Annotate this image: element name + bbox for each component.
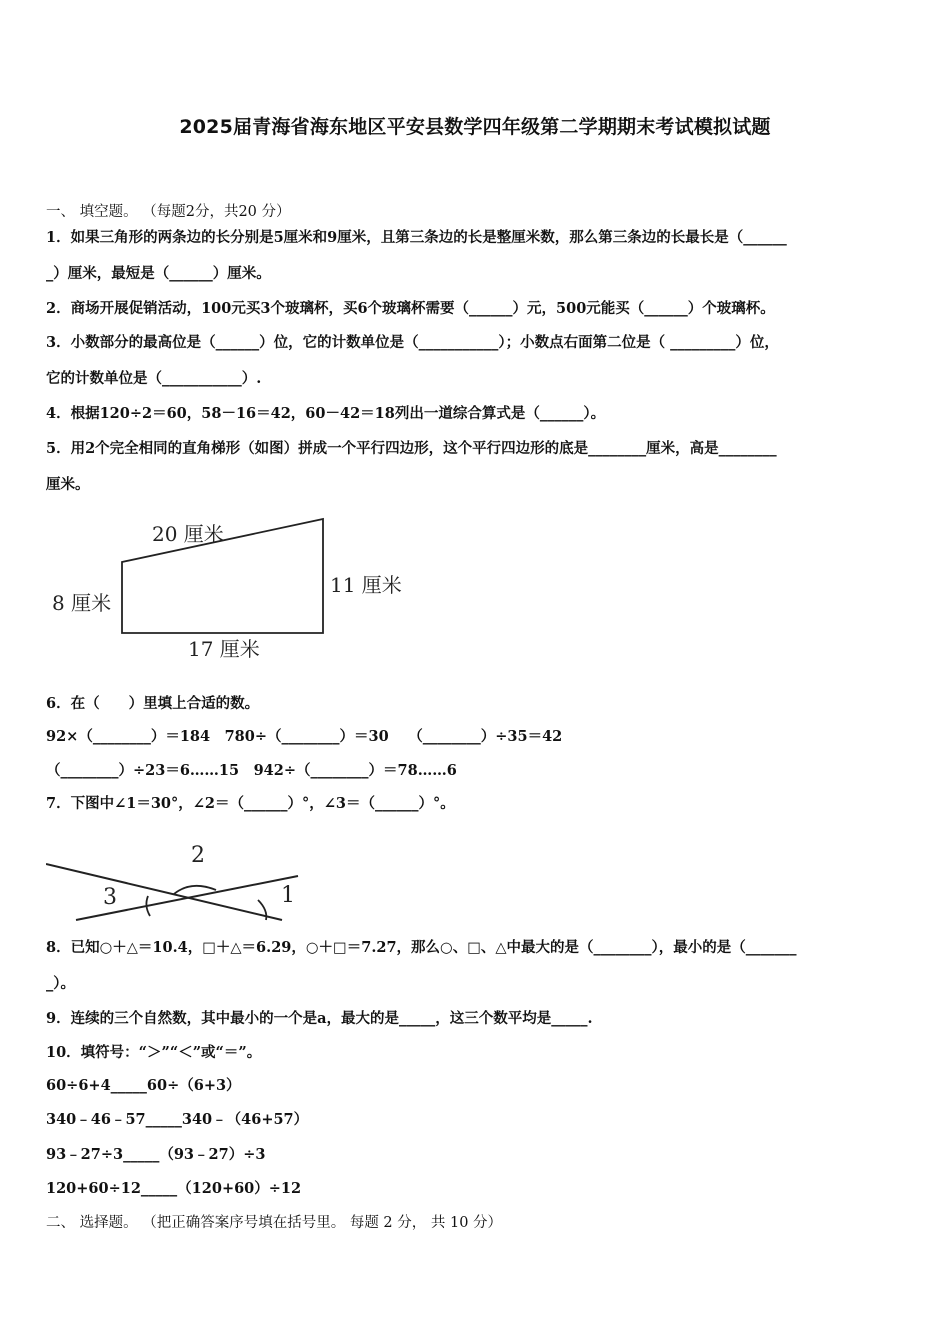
question-7-line-1: 7．下图中∠1＝30°，∠2＝（______）°，∠3＝（______）°。 xyxy=(46,795,455,812)
angle-2-label: 2 xyxy=(191,843,205,868)
question-1-line-2: _）厘米，最短是（______）厘米。 xyxy=(46,265,271,282)
question-10-row: 60÷6+4_____60÷（6+3） xyxy=(46,1077,241,1094)
question-10-row: 93﹣27÷3_____（93﹣27）÷3 xyxy=(46,1146,266,1163)
question-8-line-2: _）。 xyxy=(46,975,75,992)
angle-line-a xyxy=(46,864,282,920)
page-title: 2025届青海省海东地区平安县数学四年级第二学期期末考试模拟试题 xyxy=(179,116,771,138)
question-8-line-1: 8．已知○＋△＝10.4，□＋△＝6.29，○＋□＝7.27，那么○、□、△中最大的是（________），最小的是（_______ xyxy=(46,939,797,956)
question-2-line-1: 2．商场开展促销活动，100元买3个玻璃杯，买6个玻璃杯需要（______）元，500元能买（______）个玻璃杯。 xyxy=(46,300,775,317)
question-3-line-2: 它的计数单位是（___________）. xyxy=(46,370,262,387)
angle-3-label: 3 xyxy=(103,885,117,910)
trapezoid-right-label: 11 厘米 xyxy=(330,573,402,597)
angle-figure xyxy=(46,840,306,924)
trapezoid-top-label: 20 厘米 xyxy=(152,522,224,546)
question-6-line-1: 6．在（ ）里填上合适的数。 xyxy=(46,695,260,712)
angle-1-label: 1 xyxy=(281,883,295,908)
trapezoid-bottom-label: 17 厘米 xyxy=(188,637,260,661)
section-2-heading: 二、 选择题。 （把正确答案序号填在括号里。 每题 2 分， 共 10 分） xyxy=(46,1215,503,1231)
question-4-line-1: 4．根据120÷2＝60，58－16＝42，60－42＝18列出一道综合算式是（______）。 xyxy=(46,405,606,422)
question-5-line-1: 5．用2个完全相同的直角梯形（如图）拼成一个平行四边形，这个平行四边形的底是________厘米，高是________ xyxy=(46,440,777,457)
question-6-line-3: （________）÷23＝6……15 942÷（________）＝78……6 xyxy=(46,762,457,779)
question-10-row: 120+60÷12_____（120+60）÷12 xyxy=(46,1180,302,1197)
question-10-row: 340﹣46﹣57_____340﹣（46+57） xyxy=(46,1111,309,1128)
question-9-line-1: 9．连续的三个自然数，其中最小的一个是a，最大的是_____，这三个数平均是_____. xyxy=(46,1010,593,1027)
trapezoid-figure xyxy=(46,512,416,668)
question-3-line-1: 3．小数部分的最高位是（______）位，它的计数单位是（___________）；小数点右面第二位是（ _________）位， xyxy=(46,334,779,351)
question-1-line-1: 1．如果三角形的两条边的长分别是5厘米和9厘米，且第三条边的长是整厘米数，那么第三条边的长最长是（______ xyxy=(46,229,787,246)
section-1-heading: 一、 填空题。 （每题2分，共20 分） xyxy=(46,204,291,220)
trapezoid-left-label: 8 厘米 xyxy=(52,591,112,615)
question-6-line-2: 92×（________）＝184 780÷（________）＝30 （________）÷35＝42 xyxy=(46,728,563,745)
question-5-line-2: 厘米。 xyxy=(46,476,90,493)
question-10-line-1: 10．填符号：“＞”“＜”或“＝”。 xyxy=(46,1044,262,1061)
